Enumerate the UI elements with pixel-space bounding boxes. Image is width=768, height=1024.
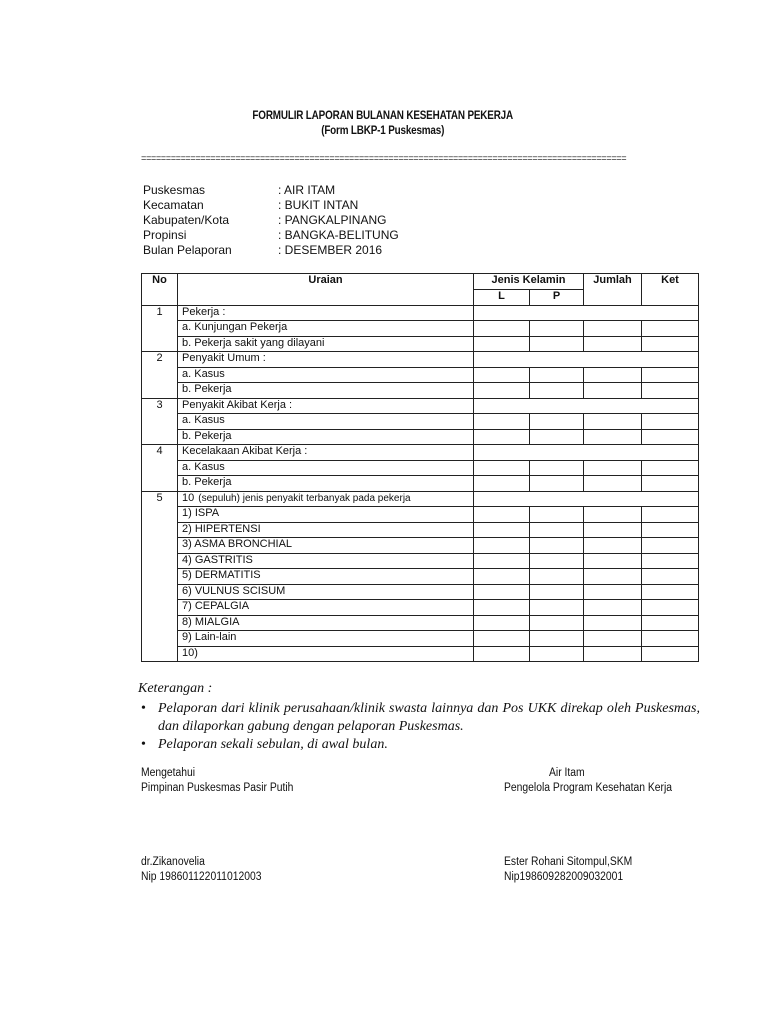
cell-p [530, 631, 584, 647]
cell-no [142, 600, 178, 616]
section-title [178, 445, 474, 461]
cell-ket [642, 476, 699, 492]
cell-l [474, 383, 530, 399]
table-row [142, 600, 699, 616]
table-row [142, 383, 699, 399]
cell-ket [642, 429, 699, 445]
info-label: Puskesmas [143, 183, 206, 197]
cell-p [530, 336, 584, 352]
section-blank [474, 445, 699, 461]
cell-l [474, 553, 530, 569]
section-blank [474, 305, 699, 321]
section-title-text: Penyakit Umum : [182, 352, 266, 364]
cell-no: 2 [142, 352, 178, 368]
cell-ket [642, 553, 699, 569]
cell-no [142, 414, 178, 430]
cell-l [474, 631, 530, 647]
cell-ket [642, 321, 699, 337]
cell-p [530, 383, 584, 399]
info-label: Kabupaten/Kota [143, 213, 230, 227]
cell-jumlah [584, 538, 642, 554]
cell-jumlah [584, 460, 642, 476]
cell-no [142, 631, 178, 647]
right-signature-nip: Nip198609282009032001 [504, 871, 624, 883]
section-blank [474, 398, 699, 414]
section-title [178, 491, 474, 507]
cell-ket [642, 615, 699, 631]
item-label: 1) ISPA [178, 507, 474, 523]
cell-jumlah [584, 367, 642, 383]
cell-no [142, 476, 178, 492]
table-row [142, 584, 699, 600]
header-jumlah: Jumlah [584, 274, 642, 306]
info-value: : BANGKA-BELITUNG [278, 228, 399, 242]
table-row [142, 321, 699, 337]
table-row [142, 336, 699, 352]
cell-jumlah [584, 476, 642, 492]
info-value: : DESEMBER 2016 [278, 243, 383, 257]
header-l: L [474, 289, 530, 305]
separator-line: ================================================================================================== [141, 154, 627, 164]
cell-p [530, 367, 584, 383]
cell-p [530, 414, 584, 430]
right-signature-name: Ester Rohani Sitompul,SKM [504, 856, 633, 868]
table-row [142, 414, 699, 430]
cell-l [474, 321, 530, 337]
table-row [142, 538, 699, 554]
item-label: 5) DERMATITIS [178, 569, 474, 585]
cell-no [142, 553, 178, 569]
cell-no [142, 383, 178, 399]
cell-jumlah [584, 646, 642, 662]
cell-jumlah [584, 584, 642, 600]
cell-ket [642, 460, 699, 476]
header-ket: Ket [642, 274, 699, 306]
cell-ket [642, 522, 699, 538]
cell-p [530, 615, 584, 631]
cell-ket [642, 631, 699, 647]
header-uraian: Uraian [178, 274, 474, 306]
cell-no: 1 [142, 305, 178, 321]
item-label: 6) VULNUS SCISUM [178, 584, 474, 600]
note-item: • Pelaporan dari klinik perusahaan/klinik swasta lainnya dan Pos UKK direkap oleh Puskesmas, dan dilaporkan gabung dengan pelaporan Puskesmas. [138, 700, 700, 736]
table-row [142, 631, 699, 647]
left-signature-name: dr.Zikanovelia [141, 856, 205, 868]
right-signature-role: Pengelola Program Kesehatan Kerja [504, 782, 673, 794]
cell-l [474, 600, 530, 616]
table-row [142, 553, 699, 569]
cell-p [530, 646, 584, 662]
cell-jumlah [584, 336, 642, 352]
cell-l [474, 476, 530, 492]
info-value: : AIR ITAM [278, 183, 336, 197]
header-p: P [530, 289, 584, 305]
cell-p [530, 476, 584, 492]
info-label: Propinsi [143, 228, 187, 242]
table-row [142, 429, 699, 445]
cell-no [142, 538, 178, 554]
cell-ket [642, 507, 699, 523]
form-title: FORMULIR LAPORAN BULANAN KESEHATAN PEKERJA [252, 110, 513, 122]
info-label: Kecamatan [143, 198, 204, 212]
left-signature-line1: Mengetahui [141, 767, 196, 779]
cell-p [530, 553, 584, 569]
left-signature-role: Pimpinan Puskesmas Pasir Putih [141, 782, 294, 794]
section-title [178, 305, 474, 321]
cell-no [142, 522, 178, 538]
header-jenis-kelamin: Jenis Kelamin [474, 274, 584, 290]
cell-jumlah [584, 383, 642, 399]
cell-no [142, 321, 178, 337]
item-label: a. Kasus [178, 460, 474, 476]
section-title-text: Pekerja : [182, 305, 226, 318]
cell-no [142, 569, 178, 585]
table-row [142, 367, 699, 383]
cell-p [530, 522, 584, 538]
cell-jumlah [584, 600, 642, 616]
cell-jumlah [584, 615, 642, 631]
cell-no [142, 646, 178, 662]
section-title-text: Penyakit Akibat Kerja : [182, 398, 293, 411]
cell-no: 3 [142, 398, 178, 414]
cell-ket [642, 336, 699, 352]
cell-no: 5 [142, 491, 178, 507]
cell-ket [642, 584, 699, 600]
cell-ket [642, 383, 699, 399]
item-label: a. Kasus [178, 414, 474, 430]
table-row [142, 491, 699, 507]
cell-ket [642, 538, 699, 554]
info-label: Bulan Pelaporan [143, 243, 232, 257]
notes-block [138, 680, 700, 754]
table-row [142, 445, 699, 461]
section-title-small: (sepuluh) jenis penyakit terbanyak pada pekerja [198, 492, 411, 504]
header-no: No [142, 274, 178, 306]
cell-l [474, 569, 530, 585]
cell-jumlah [584, 569, 642, 585]
notes-list [138, 700, 700, 754]
cell-no: 4 [142, 445, 178, 461]
cell-p [530, 538, 584, 554]
item-label: b. Pekerja [178, 476, 474, 492]
cell-l [474, 584, 530, 600]
item-label: 10) [178, 646, 474, 662]
cell-ket [642, 569, 699, 585]
notes-heading: Keterangan : [138, 681, 213, 696]
cell-jumlah [584, 507, 642, 523]
cell-ket [642, 600, 699, 616]
cell-no [142, 460, 178, 476]
info-value: : PANGKALPINANG [278, 213, 387, 227]
cell-l [474, 460, 530, 476]
table-row [142, 352, 699, 368]
cell-ket [642, 414, 699, 430]
cell-l [474, 367, 530, 383]
cell-l [474, 336, 530, 352]
section-title-text: 10 [182, 491, 195, 504]
item-label: 2) HIPERTENSI [178, 522, 474, 538]
cell-p [530, 569, 584, 585]
item-label: 9) Lain-lain [178, 631, 474, 647]
cell-l [474, 522, 530, 538]
table-row [142, 305, 699, 321]
cell-jumlah [584, 553, 642, 569]
item-label: b. Pekerja sakit yang dilayani [178, 336, 474, 352]
cell-p [530, 600, 584, 616]
table-row [142, 507, 699, 523]
cell-p [530, 507, 584, 523]
section-title [178, 352, 474, 368]
cell-no [142, 429, 178, 445]
cell-ket [642, 367, 699, 383]
item-label: a. Kasus [178, 367, 474, 383]
table-row [142, 646, 699, 662]
table-row [142, 476, 699, 492]
cell-no [142, 615, 178, 631]
right-signature-place: Air Itam [549, 767, 585, 779]
section-blank [474, 491, 699, 507]
cell-jumlah [584, 522, 642, 538]
section-title-text: Kecelakaan Akibat Kerja : [182, 445, 308, 457]
form-subtitle: (Form LBKP-1 Puskesmas) [321, 125, 445, 137]
cell-p [530, 321, 584, 337]
section-blank [474, 352, 699, 368]
cell-no [142, 367, 178, 383]
cell-no [142, 507, 178, 523]
cell-p [530, 429, 584, 445]
cell-jumlah [584, 321, 642, 337]
cell-no [142, 336, 178, 352]
item-label: a. Kunjungan Pekerja [178, 321, 474, 337]
table-row [142, 522, 699, 538]
cell-l [474, 429, 530, 445]
table-row [142, 398, 699, 414]
item-label: 4) GASTRITIS [178, 553, 474, 569]
section-title [178, 398, 474, 414]
item-label: 3) ASMA BRONCHIAL [178, 538, 474, 554]
item-label: b. Pekerja [178, 429, 474, 445]
cell-jumlah [584, 414, 642, 430]
cell-l [474, 414, 530, 430]
cell-p [530, 584, 584, 600]
note-item: • Pelaporan sekali sebulan, di awal bulan. [138, 736, 700, 754]
cell-ket [642, 646, 699, 662]
item-label: 8) MIALGIA [178, 615, 474, 631]
cell-l [474, 538, 530, 554]
cell-p [530, 460, 584, 476]
cell-jumlah [584, 631, 642, 647]
table-row [142, 460, 699, 476]
left-signature-nip: Nip 198601122011012003 [141, 871, 262, 883]
table-row [142, 615, 699, 631]
cell-jumlah [584, 429, 642, 445]
cell-l [474, 646, 530, 662]
report-table [141, 273, 699, 662]
cell-l [474, 507, 530, 523]
item-label: b. Pekerja [178, 383, 474, 399]
item-label: 7) CEPALGIA [178, 600, 474, 616]
table-row [142, 569, 699, 585]
cell-l [474, 615, 530, 631]
cell-no [142, 584, 178, 600]
info-value: : BUKIT INTAN [278, 198, 359, 212]
